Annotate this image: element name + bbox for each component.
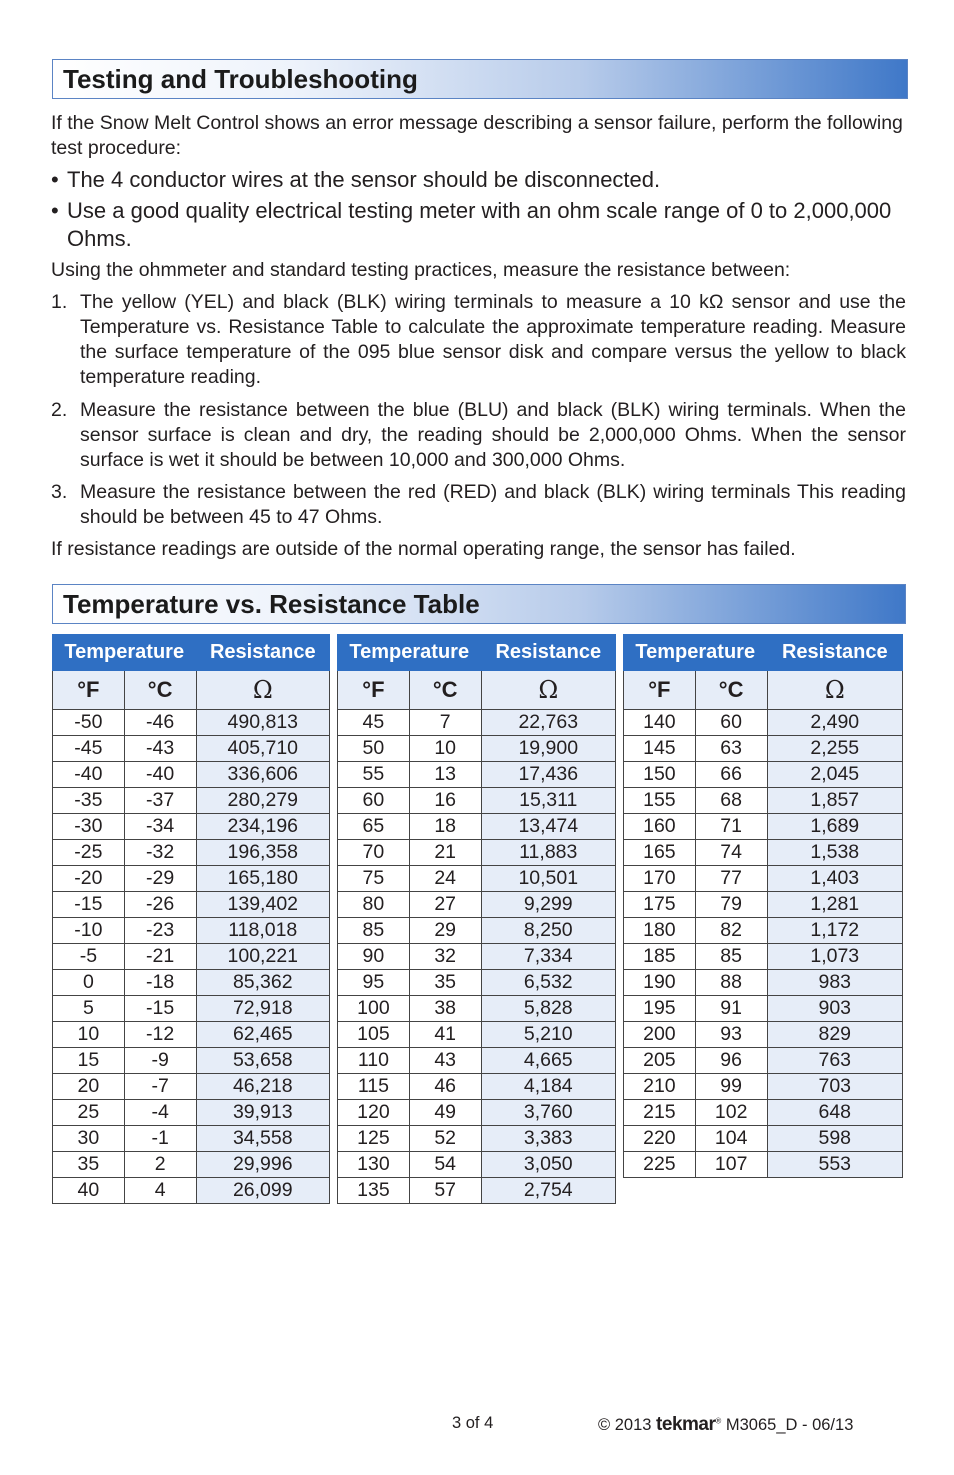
- cell-fahrenheit: 115: [338, 1074, 410, 1100]
- cell-celsius: 2: [124, 1152, 196, 1178]
- cell-fahrenheit: 105: [338, 1022, 410, 1048]
- tekmar-logo: tekmar: [656, 1414, 716, 1435]
- cell-celsius: 102: [695, 1100, 767, 1126]
- closing-paragraph: If resistance readings are outside of the normal operating range, the sensor has failed.: [51, 538, 796, 560]
- table-row: [53, 996, 330, 1022]
- unit-fahrenheit: °F: [624, 671, 696, 710]
- cell-fahrenheit: 185: [624, 944, 696, 970]
- cell-celsius: -7: [124, 1074, 196, 1100]
- cell-resistance: 19,900: [481, 736, 615, 762]
- cell-resistance: 3,760: [481, 1100, 615, 1126]
- cell-fahrenheit: 175: [624, 892, 696, 918]
- table-row: [624, 918, 903, 944]
- table-row: [53, 892, 330, 918]
- table-row: [338, 840, 616, 866]
- cell-fahrenheit: 180: [624, 918, 696, 944]
- step-number: 3.: [51, 481, 68, 503]
- section-header-testing: [52, 59, 908, 99]
- cell-fahrenheit: 145: [624, 736, 696, 762]
- intro-paragraph: If the Snow Melt Control shows an error message describing a sensor failure, perform the following test procedure:: [51, 112, 903, 159]
- cell-resistance: 3,383: [481, 1126, 615, 1152]
- measure-intro: Using the ohmmeter and standard testing practices, measure the resistance between:: [51, 259, 791, 281]
- cell-fahrenheit: 100: [338, 996, 410, 1022]
- cell-resistance: 703: [767, 1074, 902, 1100]
- cell-fahrenheit: 45: [338, 710, 410, 736]
- table-row: [338, 892, 616, 918]
- cell-fahrenheit: -50: [53, 710, 125, 736]
- cell-resistance: 553: [767, 1152, 902, 1178]
- bullet-text: The 4 conductor wires at the sensor should be disconnected.: [67, 167, 661, 192]
- cell-resistance: 15,311: [481, 788, 615, 814]
- cell-fahrenheit: 25: [53, 1100, 125, 1126]
- header-temperature: Temperature: [624, 635, 768, 671]
- cell-celsius: 32: [409, 944, 481, 970]
- cell-celsius: 104: [695, 1126, 767, 1152]
- table-row: [53, 1022, 330, 1048]
- cell-fahrenheit: 225: [624, 1152, 696, 1178]
- cell-celsius: 74: [695, 840, 767, 866]
- table-row: [338, 1152, 616, 1178]
- table-row: [338, 918, 616, 944]
- cell-fahrenheit: 10: [53, 1022, 125, 1048]
- cell-celsius: 57: [409, 1178, 481, 1204]
- cell-resistance: 62,465: [196, 1022, 329, 1048]
- cell-resistance: 196,358: [196, 840, 329, 866]
- unit-celsius: °C: [409, 671, 481, 710]
- cell-celsius: -4: [124, 1100, 196, 1126]
- table-row: [338, 788, 616, 814]
- cell-fahrenheit: 150: [624, 762, 696, 788]
- cell-resistance: 26,099: [196, 1178, 329, 1204]
- cell-celsius: 77: [695, 866, 767, 892]
- cell-celsius: 93: [695, 1022, 767, 1048]
- cell-fahrenheit: -45: [53, 736, 125, 762]
- document-code: M3065_D - 06/13: [725, 1416, 854, 1434]
- step-item: [51, 398, 906, 473]
- cell-resistance: 2,754: [481, 1178, 615, 1204]
- cell-celsius: 99: [695, 1074, 767, 1100]
- bullet-text: Use a good quality electrical testing meter with an ohm scale range of 0 to 2,000,000 Ohms.: [67, 198, 892, 251]
- cell-celsius: -9: [124, 1048, 196, 1074]
- table-row: [624, 944, 903, 970]
- cell-fahrenheit: 125: [338, 1126, 410, 1152]
- table-row: [624, 892, 903, 918]
- cell-fahrenheit: -30: [53, 814, 125, 840]
- cell-celsius: 79: [695, 892, 767, 918]
- resistance-table-2: [337, 634, 616, 1204]
- cell-resistance: 1,689: [767, 814, 902, 840]
- table-row: [53, 814, 330, 840]
- bullet-item: [51, 197, 906, 253]
- cell-resistance: 8,250: [481, 918, 615, 944]
- table-row: [53, 1178, 330, 1204]
- cell-celsius: 96: [695, 1048, 767, 1074]
- table-row: [624, 1152, 903, 1178]
- step-number: 1.: [51, 291, 68, 313]
- table-row: [53, 1126, 330, 1152]
- table-row: [338, 736, 616, 762]
- cell-fahrenheit: 20: [53, 1074, 125, 1100]
- step-number: 2.: [51, 399, 68, 421]
- cell-fahrenheit: -35: [53, 788, 125, 814]
- table-row: [338, 1022, 616, 1048]
- cell-celsius: 35: [409, 970, 481, 996]
- cell-fahrenheit: 200: [624, 1022, 696, 1048]
- table-row: [624, 840, 903, 866]
- cell-fahrenheit: -25: [53, 840, 125, 866]
- table-row: [53, 1074, 330, 1100]
- cell-resistance: 85,362: [196, 970, 329, 996]
- cell-resistance: 598: [767, 1126, 902, 1152]
- resistance-table-1: [52, 634, 330, 1204]
- cell-fahrenheit: 165: [624, 840, 696, 866]
- bullet-mark: •: [51, 198, 59, 223]
- cell-fahrenheit: 130: [338, 1152, 410, 1178]
- table-row: [53, 736, 330, 762]
- cell-celsius: 88: [695, 970, 767, 996]
- cell-celsius: 18: [409, 814, 481, 840]
- cell-fahrenheit: 210: [624, 1074, 696, 1100]
- cell-celsius: 27: [409, 892, 481, 918]
- cell-fahrenheit: 95: [338, 970, 410, 996]
- cell-celsius: 66: [695, 762, 767, 788]
- cell-fahrenheit: 55: [338, 762, 410, 788]
- table-row: [624, 736, 903, 762]
- table-row: [338, 866, 616, 892]
- cell-resistance: 139,402: [196, 892, 329, 918]
- unit-fahrenheit: °F: [338, 671, 410, 710]
- table-row: [53, 918, 330, 944]
- step-item: [51, 480, 906, 530]
- cell-fahrenheit: 5: [53, 996, 125, 1022]
- table-row: [53, 710, 330, 736]
- cell-resistance: 2,255: [767, 736, 902, 762]
- cell-resistance: 903: [767, 996, 902, 1022]
- table-row: [624, 788, 903, 814]
- cell-resistance: 100,221: [196, 944, 329, 970]
- cell-resistance: 17,436: [481, 762, 615, 788]
- cell-celsius: 38: [409, 996, 481, 1022]
- cell-celsius: -29: [124, 866, 196, 892]
- table-row: [338, 1126, 616, 1152]
- cell-fahrenheit: 120: [338, 1100, 410, 1126]
- cell-resistance: 234,196: [196, 814, 329, 840]
- cell-resistance: 1,281: [767, 892, 902, 918]
- cell-celsius: 107: [695, 1152, 767, 1178]
- cell-fahrenheit: 195: [624, 996, 696, 1022]
- cell-resistance: 9,299: [481, 892, 615, 918]
- table-row: [338, 710, 616, 736]
- unit-fahrenheit: °F: [53, 671, 125, 710]
- table-row: [624, 814, 903, 840]
- cell-resistance: 1,172: [767, 918, 902, 944]
- cell-resistance: 13,474: [481, 814, 615, 840]
- header-resistance: Resistance: [196, 635, 329, 671]
- cell-resistance: 53,658: [196, 1048, 329, 1074]
- cell-celsius: 16: [409, 788, 481, 814]
- cell-celsius: -32: [124, 840, 196, 866]
- table-row: [624, 970, 903, 996]
- step-text: Measure the resistance between the red (RED) and black (BLK) wiring terminals This reading should be between 45 to 47 Ohms.: [80, 481, 906, 528]
- copyright: © 2013: [598, 1416, 652, 1434]
- cell-fahrenheit: -15: [53, 892, 125, 918]
- registered-mark: ®: [715, 1416, 722, 1426]
- cell-fahrenheit: 0: [53, 970, 125, 996]
- table-row: [53, 970, 330, 996]
- cell-celsius: 4: [124, 1178, 196, 1204]
- table-row: [53, 1100, 330, 1126]
- cell-resistance: 1,857: [767, 788, 902, 814]
- step-text: Measure the resistance between the blue (BLU) and black (BLK) wiring terminals. When the sensor surface is clean and dry, the reading should be 2,000,000 Ohms. When the sensor surface is wet it should be between 10,000 and 300,000 Ohms.: [80, 399, 906, 471]
- cell-celsius: -21: [124, 944, 196, 970]
- cell-fahrenheit: 220: [624, 1126, 696, 1152]
- cell-resistance: 6,532: [481, 970, 615, 996]
- unit-ohm: Ω: [481, 671, 615, 710]
- cell-celsius: 60: [695, 710, 767, 736]
- table-row: [624, 1074, 903, 1100]
- cell-fahrenheit: 65: [338, 814, 410, 840]
- cell-resistance: 2,490: [767, 710, 902, 736]
- cell-celsius: -12: [124, 1022, 196, 1048]
- unit-ohm: Ω: [196, 671, 329, 710]
- cell-celsius: 24: [409, 866, 481, 892]
- table-row: [338, 970, 616, 996]
- cell-resistance: 405,710: [196, 736, 329, 762]
- cell-resistance: 10,501: [481, 866, 615, 892]
- table-row: [338, 944, 616, 970]
- cell-celsius: -1: [124, 1126, 196, 1152]
- cell-celsius: 91: [695, 996, 767, 1022]
- cell-fahrenheit: 60: [338, 788, 410, 814]
- cell-resistance: 829: [767, 1022, 902, 1048]
- cell-celsius: 68: [695, 788, 767, 814]
- header-temperature: Temperature: [338, 635, 482, 671]
- table-row: [624, 996, 903, 1022]
- table-row: [338, 1178, 616, 1204]
- cell-celsius: -26: [124, 892, 196, 918]
- cell-resistance: 29,996: [196, 1152, 329, 1178]
- cell-fahrenheit: 40: [53, 1178, 125, 1204]
- cell-resistance: 336,606: [196, 762, 329, 788]
- cell-celsius: -46: [124, 710, 196, 736]
- cell-celsius: 41: [409, 1022, 481, 1048]
- cell-celsius: 13: [409, 762, 481, 788]
- cell-celsius: 49: [409, 1100, 481, 1126]
- cell-celsius: 46: [409, 1074, 481, 1100]
- unit-ohm: Ω: [767, 671, 902, 710]
- cell-celsius: -34: [124, 814, 196, 840]
- cell-celsius: -37: [124, 788, 196, 814]
- unit-celsius: °C: [124, 671, 196, 710]
- cell-celsius: 85: [695, 944, 767, 970]
- table-row: [53, 840, 330, 866]
- cell-fahrenheit: 15: [53, 1048, 125, 1074]
- cell-celsius: 71: [695, 814, 767, 840]
- cell-fahrenheit: 135: [338, 1178, 410, 1204]
- cell-celsius: -15: [124, 996, 196, 1022]
- table-row: [53, 1048, 330, 1074]
- cell-resistance: 11,883: [481, 840, 615, 866]
- cell-celsius: 10: [409, 736, 481, 762]
- cell-resistance: 983: [767, 970, 902, 996]
- section-title: Testing and Troubleshooting: [63, 64, 418, 94]
- cell-celsius: 29: [409, 918, 481, 944]
- table-row: [624, 1100, 903, 1126]
- section-title: Temperature vs. Resistance Table: [63, 589, 480, 619]
- table-row: [338, 814, 616, 840]
- cell-fahrenheit: 80: [338, 892, 410, 918]
- table-row: [624, 1022, 903, 1048]
- header-temperature: Temperature: [53, 635, 197, 671]
- cell-resistance: 648: [767, 1100, 902, 1126]
- cell-celsius: 21: [409, 840, 481, 866]
- page-number: 3 of 4: [452, 1414, 494, 1432]
- cell-resistance: 46,218: [196, 1074, 329, 1100]
- cell-fahrenheit: -10: [53, 918, 125, 944]
- cell-fahrenheit: 190: [624, 970, 696, 996]
- cell-resistance: 5,210: [481, 1022, 615, 1048]
- cell-resistance: 5,828: [481, 996, 615, 1022]
- header-resistance: Resistance: [767, 635, 902, 671]
- table-row: [338, 996, 616, 1022]
- cell-resistance: 22,763: [481, 710, 615, 736]
- cell-resistance: 280,279: [196, 788, 329, 814]
- table-row: [338, 1100, 616, 1126]
- cell-fahrenheit: -20: [53, 866, 125, 892]
- cell-fahrenheit: 70: [338, 840, 410, 866]
- cell-resistance: 1,073: [767, 944, 902, 970]
- cell-celsius: 52: [409, 1126, 481, 1152]
- cell-celsius: 63: [695, 736, 767, 762]
- cell-fahrenheit: -40: [53, 762, 125, 788]
- table-row: [53, 944, 330, 970]
- cell-fahrenheit: 205: [624, 1048, 696, 1074]
- cell-celsius: 43: [409, 1048, 481, 1074]
- cell-resistance: 72,918: [196, 996, 329, 1022]
- cell-fahrenheit: 85: [338, 918, 410, 944]
- cell-celsius: -23: [124, 918, 196, 944]
- cell-fahrenheit: 30: [53, 1126, 125, 1152]
- resistance-table-3: [623, 634, 903, 1178]
- table-row: [338, 762, 616, 788]
- table-row: [53, 762, 330, 788]
- cell-resistance: 763: [767, 1048, 902, 1074]
- cell-resistance: 118,018: [196, 918, 329, 944]
- cell-resistance: 1,538: [767, 840, 902, 866]
- cell-celsius: 82: [695, 918, 767, 944]
- cell-fahrenheit: 155: [624, 788, 696, 814]
- cell-resistance: 4,665: [481, 1048, 615, 1074]
- cell-fahrenheit: 110: [338, 1048, 410, 1074]
- cell-fahrenheit: -5: [53, 944, 125, 970]
- table-row: [624, 1048, 903, 1074]
- cell-celsius: -40: [124, 762, 196, 788]
- table-row: [53, 788, 330, 814]
- table-row: [338, 1074, 616, 1100]
- cell-celsius: 7: [409, 710, 481, 736]
- cell-fahrenheit: 35: [53, 1152, 125, 1178]
- table-row: [624, 866, 903, 892]
- table-row: [624, 710, 903, 736]
- cell-fahrenheit: 160: [624, 814, 696, 840]
- unit-celsius: °C: [695, 671, 767, 710]
- section-header-table: [52, 584, 906, 624]
- step-item: [51, 290, 906, 390]
- table-row: [53, 1152, 330, 1178]
- cell-resistance: 7,334: [481, 944, 615, 970]
- cell-resistance: 165,180: [196, 866, 329, 892]
- cell-fahrenheit: 215: [624, 1100, 696, 1126]
- cell-resistance: 34,558: [196, 1126, 329, 1152]
- cell-fahrenheit: 140: [624, 710, 696, 736]
- cell-celsius: -43: [124, 736, 196, 762]
- cell-resistance: 2,045: [767, 762, 902, 788]
- cell-fahrenheit: 90: [338, 944, 410, 970]
- cell-celsius: -18: [124, 970, 196, 996]
- cell-resistance: 39,913: [196, 1100, 329, 1126]
- cell-fahrenheit: 75: [338, 866, 410, 892]
- table-row: [624, 1126, 903, 1152]
- table-row: [624, 762, 903, 788]
- table-row: [53, 866, 330, 892]
- cell-resistance: 490,813: [196, 710, 329, 736]
- cell-fahrenheit: 50: [338, 736, 410, 762]
- bullet-item: [51, 166, 906, 194]
- step-text: The yellow (YEL) and black (BLK) wiring terminals to measure a 10 kΩ sensor and use the Temperature vs. Resistance Table to calculate the approximate temperature reading. Measure the surface temperature of the 095 blue sensor disk and compare versus the yellow to black temperature reading.: [80, 291, 906, 388]
- cell-resistance: 4,184: [481, 1074, 615, 1100]
- table-row: [338, 1048, 616, 1074]
- cell-fahrenheit: 170: [624, 866, 696, 892]
- bullet-mark: •: [51, 167, 59, 192]
- header-resistance: Resistance: [481, 635, 615, 671]
- cell-resistance: 3,050: [481, 1152, 615, 1178]
- footer-credit: [598, 1414, 853, 1436]
- cell-celsius: 54: [409, 1152, 481, 1178]
- cell-resistance: 1,403: [767, 866, 902, 892]
